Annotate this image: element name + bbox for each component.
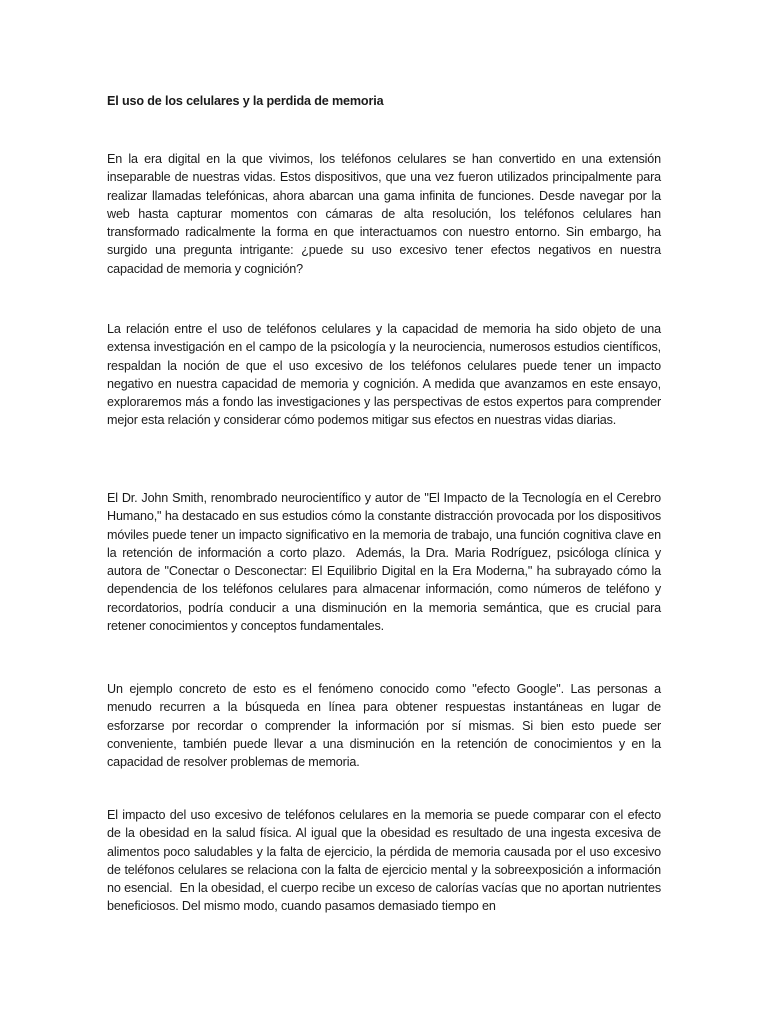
document-title: El uso de los celulares y la perdida de memoria [107,94,384,108]
paragraph-1: En la era digital en la que vivimos, los teléfonos celulares se han convertido en una extensión inseparable de nuestras vidas. Estos dispositivos, que una vez fueron utilizados principalmente para realizar llamadas telefónicas, ahora abarcan una gama infinita de funciones. Desde navegar por la web hasta capturar momentos con cámaras de alta resolución, los teléfonos celulares han transformado radicalmente la forma en que interactuamos con nuestro entorno. Sin embargo, ha surgido una pregunta intrigante: ¿puede su uso excesivo tener efectos negativos en nuestra capacidad de memoria y cognición? [107,152,665,276]
paragraph-4: Un ejemplo concreto de esto es el fenómeno conocido como "efecto Google". Las personas a menudo recurren a la búsqueda en línea para obtener respuestas instantáneas en lugar de esforzarse por recordar o comprender la información por sí mismas. Si bien esto puede ser conveniente, también puede llevar a una disminución en la retención de conocimientos y en la capacidad de resolver problemas de memoria. [107,682,665,770]
paragraph-3: El Dr. John Smith, renombrado neurocientífico y autor de "El Impacto de la Tecnología en el Cerebro Humano," ha destacado en sus estudios cómo la constante distracción provocada por los dispositivos móviles puede tener un impacto significativo en la memoria de trabajo, una función cognitiva clave en la retención de información a corto plazo. Además, la Dra. Maria Rodríguez, psicóloga clínica y autora de "Conectar o Desconectar: El Equilibrio Digital en la Era Moderna," ha subrayado cómo la dependencia de los teléfonos celulares para almacenar información, como números de teléfono y recordatorios, podría conducir a una disminución en la memoria semántica, que es crucial para retener conocimientos y conceptos fundamentales. [107,491,665,634]
paragraph-5: El impacto del uso excesivo de teléfonos celulares en la memoria se puede comparar con el efecto de la obesidad en la salud física. Al igual que la obesidad es resultado de una ingesta excesiva de alimentos poco saludables y la falta de ejercicio, la pérdida de memoria causada por el uso excesivo de teléfonos celulares se relaciona con la falta de ejercicio mental y la sobreexposición a información no esencial. En la obesidad, el cuerpo recibe un exceso de calorías vacías que no aportan nutrientes beneficiosos. Del mismo modo, cuando pasamos demasiado tiempo en [107,808,665,914]
paragraph-2: La relación entre el uso de teléfonos celulares y la capacidad de memoria ha sido objeto de una extensa investigación en el campo de la psicología y la neurociencia, numerosos estudios científicos, respaldan la noción de que el uso excesivo de los teléfonos celulares puede tener un impacto negativo en nuestra capacidad de memoria y cognición. A medida que avanzamos en este ensayo, exploraremos más a fondo las investigaciones y las perspectivas de estos expertos para comprender mejor esta relación y considerar cómo podemos mitigar sus efectos en nuestras vidas diarias. [107,322,665,428]
